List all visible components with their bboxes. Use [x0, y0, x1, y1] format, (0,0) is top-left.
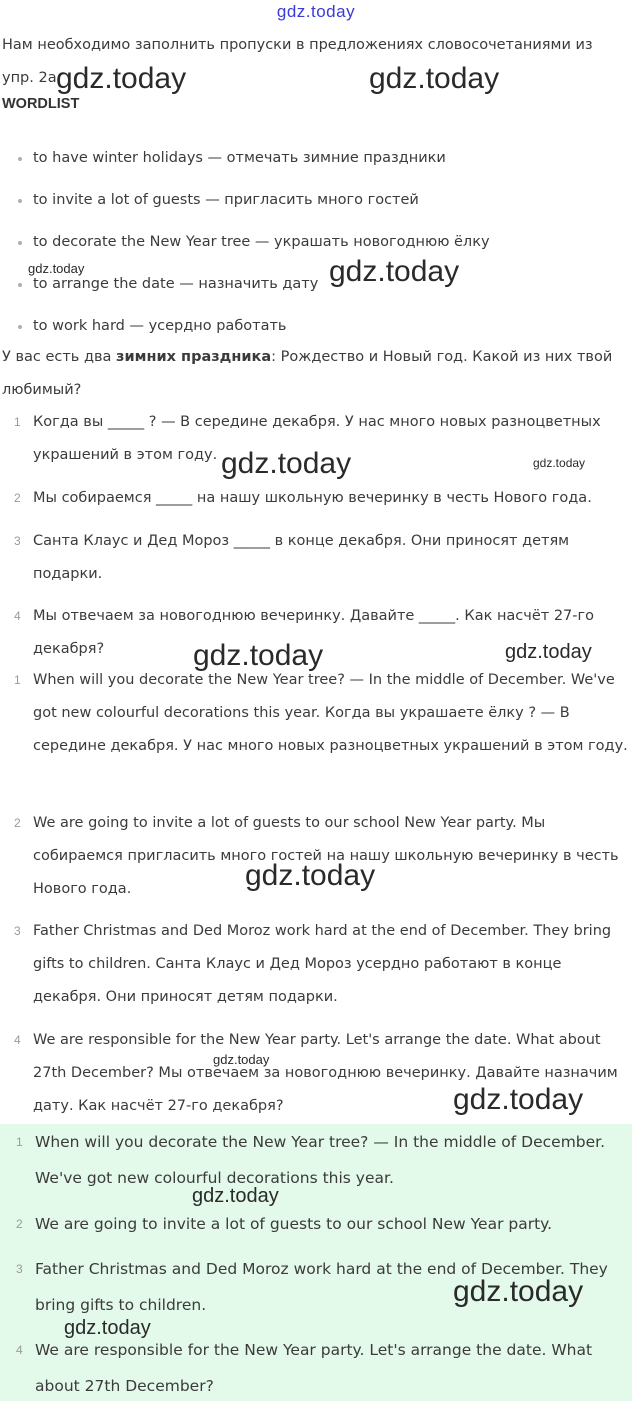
item-number: 1: [14, 673, 21, 687]
questions-list: [0, 406, 632, 666]
item-number: 4: [16, 1343, 23, 1357]
watermark: gdz.today: [56, 62, 187, 95]
item-text: When will you decorate the New Year tree? — In the middle of December. We've got new colourful decorations this year. Когда вы украшаете ёлку ? — В середине декабря. У нас много новых разноцветных украшений в этом году.: [33, 672, 628, 754]
item-number: 1: [14, 415, 21, 429]
item-number: 3: [14, 924, 21, 938]
item-text: Санта Клаус и Дед Мороз _____ в конце декабря. Они приносят детям подарки.: [33, 533, 570, 582]
question-item: [0, 525, 632, 600]
item-number: 2: [14, 491, 21, 505]
item-text: Father Christmas and Ded Moroz work hard at the end of December. They bring gifts to children. Санта Клаус и Дед Мороз усердно работают в конце декабря. Они приносят детям подарки.: [33, 923, 612, 1005]
list-item: to decorate the New Year tree — украшать новогоднюю ёлку: [0, 224, 490, 266]
watermark: gdz.today: [193, 639, 324, 672]
item-number: 3: [16, 1262, 23, 1276]
item-number: 2: [14, 816, 21, 830]
answer-item: [0, 1332, 632, 1401]
item-text: Father Christmas and Ded Moroz work hard at the end of December. They bring gifts to children.: [35, 1260, 608, 1314]
item-number: 4: [14, 609, 21, 623]
item-number: 3: [14, 534, 21, 548]
wordlist-heading: WORDLIST: [2, 96, 80, 112]
item-text: We are responsible for the New Year party. Let's arrange the date. What about 27th December? Мы отвечаем за новогоднюю вечеринку. Давайте назначим дату. Как насчёт 27-го декабря?: [33, 1032, 618, 1114]
context-text: [2, 341, 622, 407]
item-text: We are responsible for the New Year party. Let's arrange the date. What about 27th December?: [35, 1341, 593, 1395]
intro-text: Нам необходимо заполнить пропуски в предложениях словосочетаниями из упр. 2а.: [2, 37, 593, 86]
list-item: to have winter holidays — отмечать зимние праздники: [0, 140, 490, 182]
watermark: gdz.today: [245, 859, 376, 892]
watermark: gdz.today: [453, 1275, 584, 1308]
watermark: gdz.today: [213, 1052, 270, 1067]
watermark: gdz.today: [533, 456, 586, 470]
watermark: gdz.today: [28, 261, 85, 276]
watermark: gdz.today: [221, 447, 352, 480]
translation-item: [0, 664, 632, 807]
watermark: gdz.today: [505, 641, 592, 663]
site-logo[interactable]: gdz.today: [276, 2, 356, 21]
list-item: to invite a lot of guests — пригласить много гостей: [0, 182, 490, 224]
watermark: gdz.today: [64, 1317, 151, 1339]
item-text: When will you decorate the New Year tree? — In the middle of December. We've got new colourful decorations this year.: [35, 1133, 606, 1187]
answers-list: [0, 1124, 632, 1401]
question-item: [0, 482, 632, 525]
context-after: : Рождество и Новый год. Какой из них твой любимый?: [2, 349, 613, 398]
item-text: We are going to invite a lot of guests to our school New Year party. Мы собираемся пригласить много гостей на нашу школьную вечеринку в честь Нового года.: [33, 815, 619, 897]
answer-item: [0, 1206, 632, 1251]
translations-list: [0, 664, 632, 1124]
context-before: У вас есть два: [2, 349, 117, 365]
wordlist: [0, 140, 490, 350]
answer-item: [0, 1124, 632, 1206]
item-text: Мы отвечаем за новогоднюю вечеринку. Давайте _____. Как насчёт 27-го декабря?: [33, 608, 594, 657]
list-item: to arrange the date — назначить дату: [0, 266, 490, 308]
list-item: to work hard — усердно работать: [0, 308, 490, 350]
item-text: Мы собираемся _____ на нашу школьную вечеринку в честь Нового года.: [33, 490, 592, 506]
watermark: gdz.today: [329, 255, 460, 288]
item-number: 2: [16, 1217, 23, 1231]
watermark: gdz.today: [192, 1185, 279, 1207]
item-number: 4: [14, 1033, 21, 1047]
watermark: gdz.today: [453, 1083, 584, 1116]
context-bold: зимних праздника: [116, 349, 272, 365]
item-number: 1: [16, 1135, 23, 1149]
watermark: gdz.today: [369, 62, 500, 95]
translation-item: [0, 915, 632, 1024]
item-text: We are going to invite a lot of guests to our school New Year party.: [35, 1215, 553, 1233]
item-text: Когда вы _____ ? — В середине декабря. У нас много новых разноцветных украшений в этом году.: [33, 414, 601, 463]
